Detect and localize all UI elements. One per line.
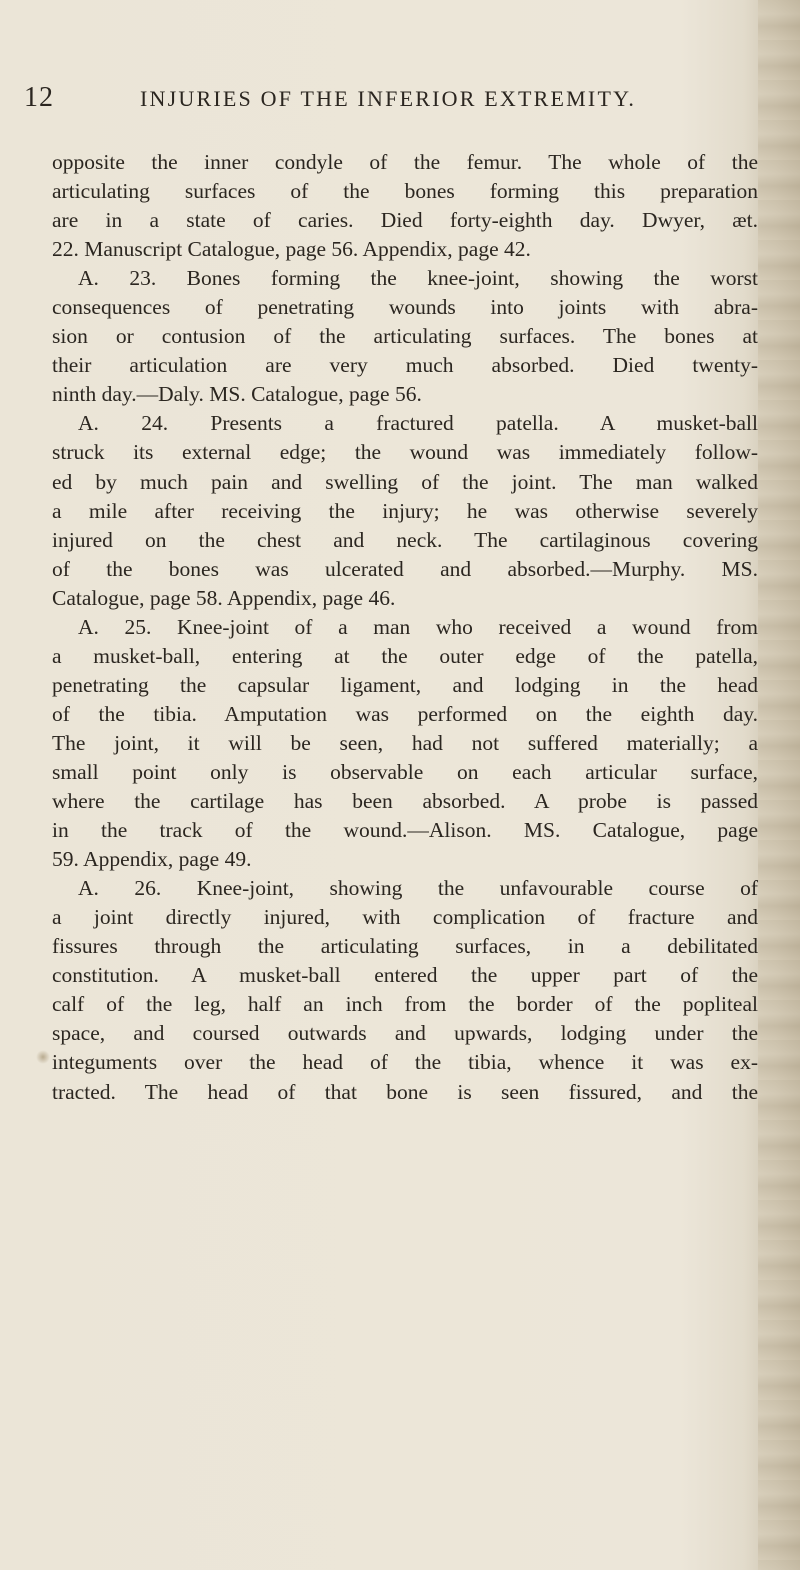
text-line: are in a state of caries. Died forty-eighth day. Dwyer, æt. bbox=[52, 208, 758, 233]
text-line: A. 25. Knee-joint of a man who received a wound from bbox=[78, 614, 758, 639]
text-line: Catalogue, page 58. Appendix, page 46. bbox=[52, 585, 396, 610]
text-line: in the track of the wound.—Alison. MS. Catalogue, page bbox=[52, 818, 758, 843]
text-line: a mile after receiving the injury; he was otherwise severely bbox=[52, 498, 758, 523]
text-line: opposite the inner condyle of the femur. The whole of the bbox=[52, 150, 758, 174]
text-line: The joint, it will be seen, had not suffered materially; a bbox=[52, 730, 758, 755]
text-line: struck its external edge; the wound was immediately follow- bbox=[52, 440, 758, 465]
page-number: 12 bbox=[24, 82, 54, 113]
text-line: injured on the chest and neck. The cartilaginous covering bbox=[52, 527, 758, 552]
body-text bbox=[52, 148, 758, 1107]
text-line: A. 24. Presents a fractured patella. A musket-ball bbox=[78, 411, 758, 436]
text-line: of the tibia. Amputation was performed on the eighth day. bbox=[52, 701, 758, 726]
text-line: tracted. The head of that bone is seen fissured, and the bbox=[52, 1079, 758, 1104]
text-line: A. 26. Knee-joint, showing the unfavourable course of bbox=[78, 876, 758, 901]
text-line: their articulation are very much absorbed. Died twenty- bbox=[52, 353, 758, 378]
text-line: of the bones was ulcerated and absorbed.—Murphy. MS. bbox=[52, 556, 758, 581]
text-line: small point only is observable on each articular surface, bbox=[52, 759, 758, 784]
text-line: penetrating the capsular ligament, and lodging in the head bbox=[52, 672, 758, 697]
text-line: ninth day.—Daly. MS. Catalogue, page 56. bbox=[52, 382, 422, 407]
running-head: INJURIES OF THE INFERIOR EXTREMITY. bbox=[140, 86, 637, 111]
text-line: ed by much pain and swelling of the joint. The man walked bbox=[52, 469, 758, 494]
text-line: fissures through the articulating surfaces, in a debilitated bbox=[52, 934, 758, 959]
page-edge-shadow bbox=[758, 0, 800, 1570]
text-line: 59. Appendix, page 49. bbox=[52, 847, 252, 872]
text-line: a joint directly injured, with complication of fracture and bbox=[52, 905, 758, 930]
text-line: constitution. A musket-ball entered the upper part of the bbox=[52, 963, 758, 988]
page-header bbox=[0, 82, 760, 122]
text-line: articulating surfaces of the bones forming this preparation bbox=[52, 179, 758, 204]
text-line: space, and coursed outwards and upwards, lodging under the bbox=[52, 1021, 758, 1046]
text-line: consequences of penetrating wounds into joints with abra- bbox=[52, 295, 758, 320]
text-line: calf of the leg, half an inch from the border of the popliteal bbox=[52, 992, 758, 1017]
text-line: 22. Manuscript Catalogue, page 56. Appendix, page 42. bbox=[52, 237, 531, 262]
text-line: where the cartilage has been absorbed. A probe is passed bbox=[52, 789, 758, 814]
text-line: integuments over the head of the tibia, whence it was ex- bbox=[52, 1050, 758, 1075]
text-line: A. 23. Bones forming the knee-joint, showing the worst bbox=[78, 266, 758, 291]
paper-stain bbox=[36, 1050, 50, 1064]
text-line: a musket-ball, entering at the outer edge of the patella, bbox=[52, 643, 758, 668]
text-line: sion or contusion of the articulating surfaces. The bones at bbox=[52, 324, 758, 349]
